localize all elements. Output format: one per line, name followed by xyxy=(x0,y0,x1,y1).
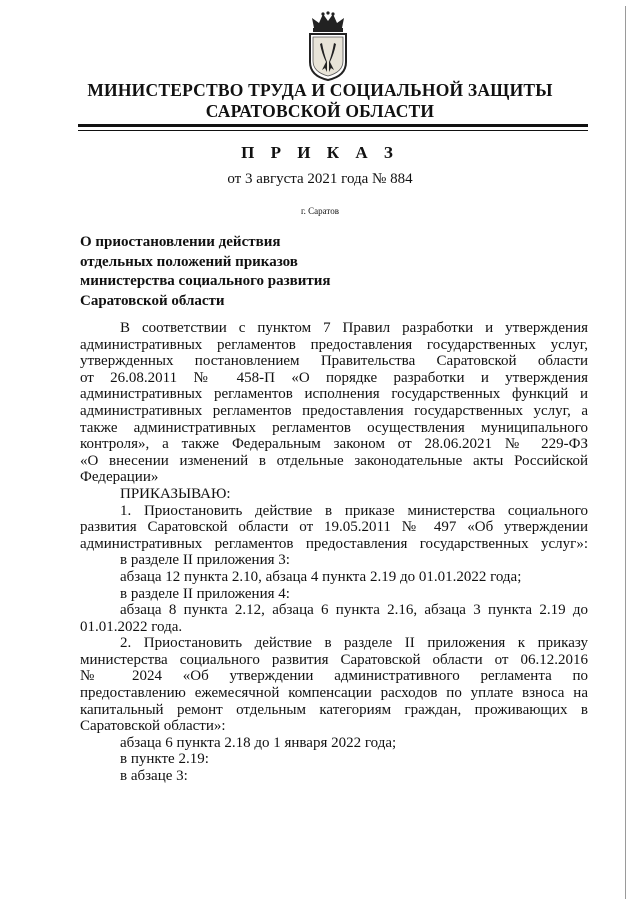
item-2-subline: абзаца 6 пункта 2.18 до 1 января 2022 года; xyxy=(120,734,397,751)
order-word: ПРИКАЗЫВАЮ: xyxy=(120,485,231,502)
item-2-line: предоставлению ежемесячной компенсации расходов по уплате взноса на xyxy=(80,685,588,702)
item-1-line: 1. Приостановить действие в приказе министерства социального xyxy=(120,502,588,519)
order-date-number: от 3 августа 2021 года № 884 xyxy=(227,171,413,187)
item-1-subline: 01.01.2022 года. xyxy=(80,618,183,635)
item-2-line: Саратовской области»: xyxy=(80,718,226,735)
order-title: П Р И К А З xyxy=(241,143,399,162)
body-line: утвержденных постановлением Правительства Саратовской области xyxy=(80,353,588,370)
item-1-subline: в разделе II приложения 3: xyxy=(120,552,290,569)
order-subject xyxy=(80,233,331,311)
coat-of-arms-icon xyxy=(300,10,356,82)
order-city: г. Саратов xyxy=(301,206,339,216)
body-line: административных регламентов предоставления государственных услуг, xyxy=(80,336,588,353)
item-1-line: административных регламентов предоставления государственных услуг»: xyxy=(80,535,588,552)
subject-line: О приостановлении действия xyxy=(80,234,281,250)
ministry-name-line2: САРАТОВСКОЙ ОБЛАСТИ xyxy=(205,101,435,121)
header-rule-thick xyxy=(78,124,588,127)
item-1-subline: в разделе II приложения 4: xyxy=(120,585,290,602)
ministry-name-line1: МИНИСТЕРСТВО ТРУДА И СОЦИАЛЬНОЙ ЗАЩИТЫ xyxy=(87,80,553,100)
item-2-line: № 2024 «Об утверждении административного регламента по xyxy=(80,668,588,685)
body-line: В соответствии с пунктом 7 Правил разработки и утверждения xyxy=(120,320,588,336)
page-edge-line xyxy=(625,6,626,899)
order-body xyxy=(80,320,588,785)
body-line: контроля», а также Федеральным законом от 28.06.2021 № 229-ФЗ xyxy=(80,436,588,453)
body-line: «О внесении изменений в отдельные законодательные акты Российской xyxy=(80,452,588,469)
body-line: Федерации» xyxy=(80,469,159,486)
subject-line: отдельных положений приказов xyxy=(80,253,298,270)
item-2-subline: в абзаце 3: xyxy=(120,768,188,785)
item-2-line: 2. Приостановить действие в разделе II приложения к приказу xyxy=(120,635,588,652)
body-line: административных регламентов исполнения государственных функций и xyxy=(80,386,588,403)
header-rule-thin xyxy=(78,130,588,131)
item-1-line: развития Саратовской области от 19.05.2011 № 497 «Об утверждении xyxy=(80,519,588,536)
item-2-subline: в пункте 2.19: xyxy=(120,751,209,768)
body-line: административных регламентов предоставления государственных услуг, а xyxy=(80,402,588,419)
item-2-line: капитальный ремонт отдельным категориям граждан, проживающих в xyxy=(80,701,588,718)
subject-line: министерства социального развития xyxy=(80,273,331,289)
subject-line: Саратовской области xyxy=(80,292,225,309)
item-1-subline: абзаца 8 пункта 2.12, абзаца 6 пункта 2.16, абзаца 3 пункта 2.19 до xyxy=(120,602,588,619)
body-line: от 26.08.2011 № 458-П «О порядке разработки и утверждения xyxy=(80,369,588,386)
item-2-line: министерства социального развития Саратовской области от 06.12.2016 xyxy=(80,651,588,668)
body-line: также административных регламентов осуществления муниципального xyxy=(80,419,588,436)
item-1-subline: абзаца 12 пункта 2.10, абзаца 4 пункта 2.19 до 01.01.2022 года; xyxy=(120,568,522,585)
